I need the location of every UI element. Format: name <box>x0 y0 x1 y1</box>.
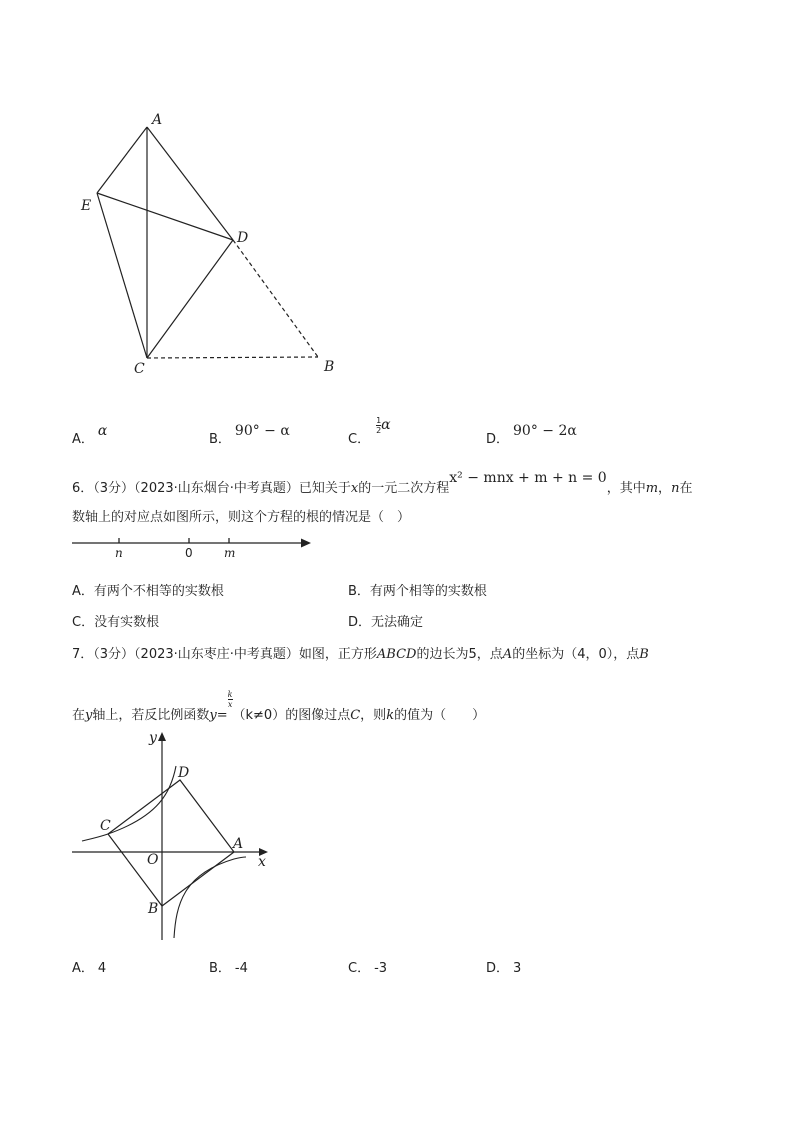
label-b: B <box>148 901 159 917</box>
q7-option-b[interactable]: B． -4 <box>209 961 248 976</box>
segment-ed <box>97 193 233 240</box>
segment-dc <box>147 240 233 358</box>
label-c: C <box>100 818 111 834</box>
axis-label-zero: 0 <box>185 546 193 560</box>
q6-option-d[interactable]: D．无法确定 <box>348 615 424 630</box>
q7-coordinate-figure <box>66 728 276 948</box>
square-abcd <box>108 780 234 906</box>
hyperbola-branch-right <box>174 857 246 938</box>
axis-label-y: y <box>149 730 157 746</box>
axis-label-n: n <box>115 546 123 560</box>
q6-stem-line1: 6．（3分）（2023·山东烟台·中考真题）已知关于x的一元二次方程x² − mnx + m + n = 0，其中m，n在 <box>72 470 693 496</box>
segment-ae <box>97 127 147 193</box>
q6-number-line <box>66 530 316 562</box>
label-a: A <box>233 836 244 852</box>
q5-option-c[interactable]: C． $\frac{1}{2}$ α <box>348 416 391 447</box>
label-b: B <box>324 359 335 375</box>
q5-geometry-figure <box>60 100 360 390</box>
q5-option-a[interactable]: A．α <box>72 423 108 447</box>
arrow-up-icon <box>158 732 166 741</box>
q6-option-a[interactable]: A．有两个不相等的实数根 <box>72 584 224 599</box>
segment-ec <box>97 193 147 358</box>
fraction-k-over-x: $\frac{k}{x}$ <box>227 690 233 709</box>
segment-cb-dashed <box>147 357 318 358</box>
label-a: A <box>152 112 163 128</box>
label-e: E <box>81 198 92 214</box>
label-c: C <box>134 361 145 377</box>
q6-stem-line2: 数轴上的对应点如图所示，则这个方程的根的情况是（ ） <box>72 510 411 525</box>
q7-option-c[interactable]: C． -3 <box>348 961 388 976</box>
q6-equation: x² − mnx + m + n = 0 <box>449 470 607 486</box>
segment-ad <box>147 127 233 240</box>
q7-stem-line2: 在y轴上，若反比例函数y= $\frac{k}{x}$ （k≠0）的图像过点C，则k的值为（ ） <box>72 690 486 723</box>
axis-label-x: x <box>258 854 266 870</box>
q6-option-c[interactable]: C．没有实数根 <box>72 615 160 630</box>
q7-stem-line1: 7．（3分）（2023·山东枣庄·中考真题）如图，正方形ABCD的边长为5，点A的坐标为（4，0），点B <box>72 647 649 662</box>
label-d: D <box>178 765 190 781</box>
fraction-half: $\frac{1}{2}$ <box>376 416 382 435</box>
q6-option-b[interactable]: B．有两个相等的实数根 <box>348 584 487 599</box>
arrow-right-icon <box>301 539 311 548</box>
q7-option-a[interactable]: A． 4 <box>72 961 107 976</box>
label-d: D <box>237 230 249 246</box>
segment-db-dashed <box>233 240 318 357</box>
label-o: O <box>147 852 159 868</box>
q5-option-d[interactable]: D．90° − 2α <box>486 423 577 447</box>
q7-option-d[interactable]: D． 3 <box>486 961 522 976</box>
q5-option-b[interactable]: B．90° − α <box>209 423 290 447</box>
axis-label-m: m <box>224 546 236 560</box>
